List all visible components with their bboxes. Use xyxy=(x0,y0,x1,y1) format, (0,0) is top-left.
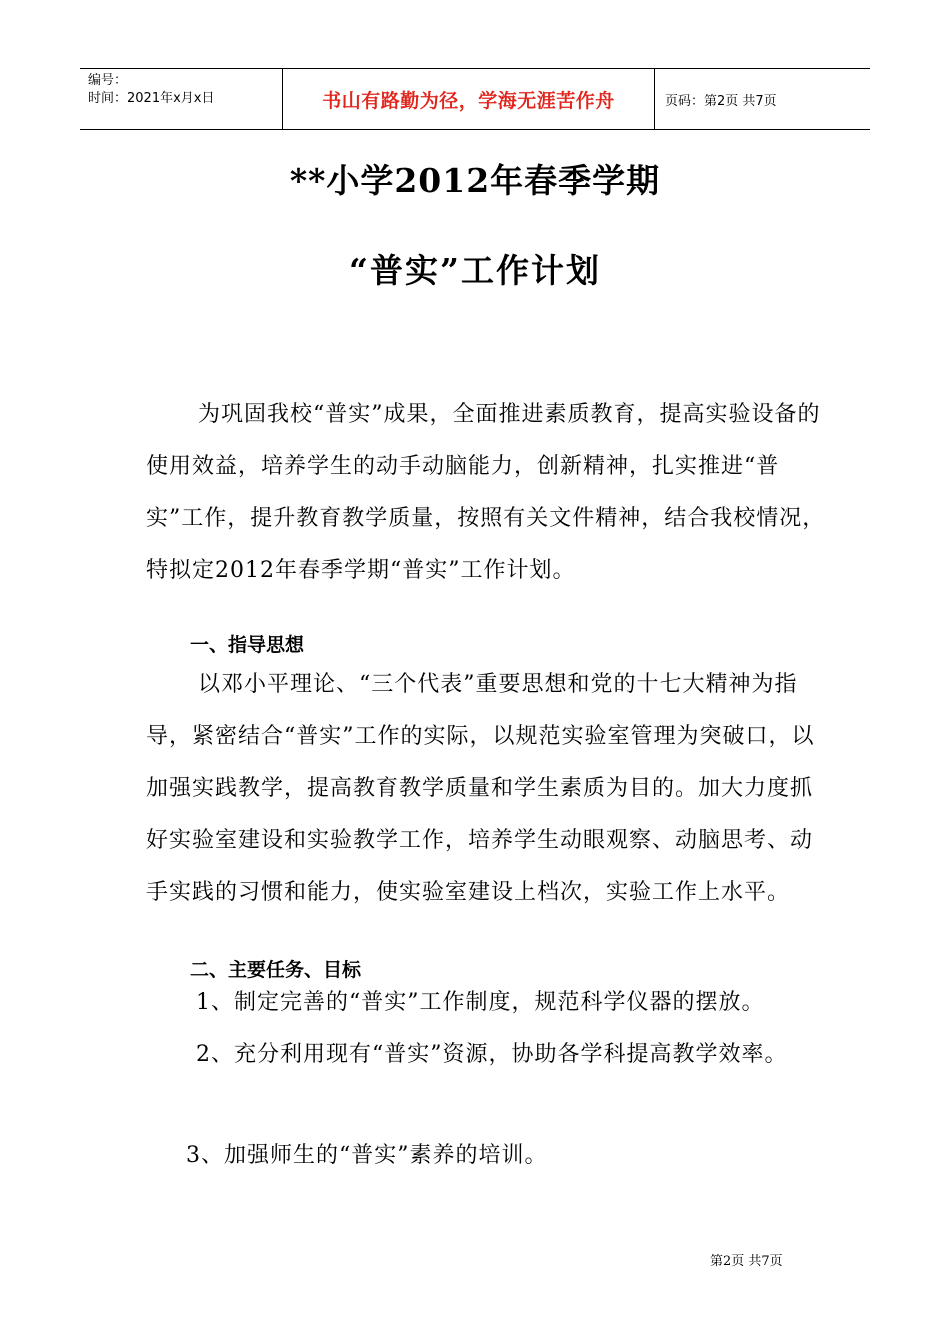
header-page-info: 页码：第2页 共7页 xyxy=(665,93,777,109)
serial-label: 编号： xyxy=(88,73,128,88)
header-meta xyxy=(80,69,282,129)
page-footer-number: 第2页 共7页 xyxy=(710,1254,783,1269)
document-title-line1: **小学2012年春季学期 xyxy=(289,161,661,200)
section1-heading: 一、指导思想 xyxy=(190,634,305,656)
page-header xyxy=(80,68,870,130)
list-item: 3、加强师生的“普实”素养的培训。 xyxy=(186,1143,548,1168)
date-line: 时间：2021年x月x日 xyxy=(88,91,215,106)
intro-paragraph: 为巩固我校“普实”成果，全面推进素质教育，提高实验设备的使用效益，培养学生的动手动脑能力，创新精神，扎实推进“普实”工作，提升教育教学质量，按照有关文件精神，结合我校情况，特拟定2012年春季学期“普实”工作计划。 xyxy=(146,402,826,583)
header-motto: 书山有路勤为径，学海无涯苦作舟 xyxy=(282,69,655,129)
document-title-line2: “普实”工作计划 xyxy=(349,251,601,290)
list-item: 2、充分利用现有“普实”资源，协助各学科提高教学效率。 xyxy=(196,1042,788,1067)
section2-heading: 二、主要任务、目标 xyxy=(190,959,362,981)
list-item: 1、制定完善的“普实”工作制度，规范科学仪器的摆放。 xyxy=(196,990,765,1015)
section1-body: 以邓小平理论、“三个代表”重要思想和党的十七大精神为指导，紧密结合“普实”工作的实际，以规范实验室管理为突破口，以加强实践教学，提高教育教学质量和学生素质为目的。加大力度抓好实验室建设和实验教学工作，培养学生动眼观察、动脑思考、动手实践的习惯和能力，使实验室建设上档次，实验工作上水平。 xyxy=(146,672,815,905)
